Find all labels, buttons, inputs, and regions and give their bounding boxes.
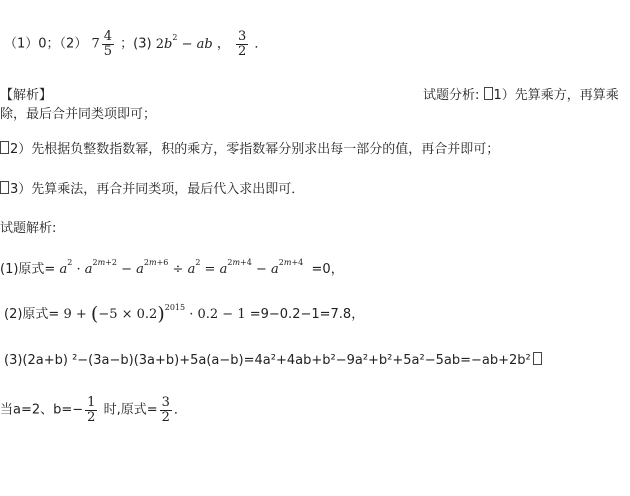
analysis-step1-text: 1）先算乘方，再算乘 <box>493 88 619 103</box>
missing-glyph-box <box>484 87 493 100</box>
analysis-line4 <box>0 178 304 197</box>
answer-part3: ；(3) <box>120 36 152 52</box>
result-frac-num: 3 <box>161 395 170 410</box>
solution-line2 <box>4 303 364 325</box>
result-frac-den: 2 <box>161 409 170 425</box>
answer-mixed-int: 7 <box>91 36 100 52</box>
answer-frac-den: 5 <box>103 43 113 59</box>
analysis-line2: 除，最后合并同类项即可； <box>0 107 157 122</box>
answer-frac2-den: 2 <box>237 43 247 59</box>
answer-expr: $2b^2$ − ab <box>155 32 213 52</box>
missing-glyph-box <box>0 181 9 194</box>
analysis-step2-text: 2）先根据负整数指数幂，积的乘方，零指数幂分别求出每一部分的值，再合并即可； <box>10 142 500 157</box>
solution4-end: ． <box>173 402 187 418</box>
solution-line1 <box>0 258 344 277</box>
solution4-prefix: 当a=2、b=− <box>0 402 84 418</box>
analysis-header-right <box>423 84 619 103</box>
solution4-mid: 时,原式= <box>99 402 158 418</box>
answer-line <box>4 30 267 58</box>
answer-part1: （1）0；（2） <box>4 36 88 52</box>
solution1-result: =0， <box>311 262 344 277</box>
analysis-step3-text: 3）先算乘法，再合并同类项，最后代入求出即可． <box>10 182 305 197</box>
analysis-title: 试题分析: <box>423 88 484 103</box>
solution-line3 <box>4 352 542 368</box>
analysis-label: 【解析】 <box>0 88 53 103</box>
solution1-prefix: (1)原式= <box>0 262 56 277</box>
final-result-fraction <box>160 396 172 424</box>
b-frac-den: 2 <box>87 409 96 425</box>
solution3-text: (3)(2a+b) ²−(3a−b)(3a+b)+5a(a−b)=4a²+4ab+b²−9a²+b²+5a²−5ab=−ab+2b² <box>4 353 531 368</box>
solution1-formula: $a^2 \cdot a^{2m+2} - a^{2m+6} \div a^2 = a^{2m+4} - a^{2m+4}$ <box>59 258 304 277</box>
solution2-result: =9−0.2−1=7.8， <box>249 307 365 322</box>
solution-title: 试题解析: <box>0 221 57 236</box>
answer-end: ． <box>254 36 268 52</box>
answer-frac-num: 4 <box>103 29 113 44</box>
missing-glyph-box <box>533 352 542 365</box>
solution-line4 <box>0 396 187 424</box>
answer-fraction <box>102 30 114 58</box>
analysis-line3 <box>0 138 499 157</box>
answer-fraction-2 <box>236 30 248 58</box>
answer-frac2-num: 3 <box>237 29 247 44</box>
answer-sep: ， <box>216 36 230 52</box>
solution2-prefix: (2)原式= <box>4 307 60 322</box>
b-value-fraction <box>85 396 97 424</box>
b-frac-num: 1 <box>87 395 96 410</box>
solution2-formula: $9 + (-5 \times 0.2)^{2015} \cdot 0.2 - 1$ <box>63 303 246 325</box>
missing-glyph-box <box>0 141 9 154</box>
